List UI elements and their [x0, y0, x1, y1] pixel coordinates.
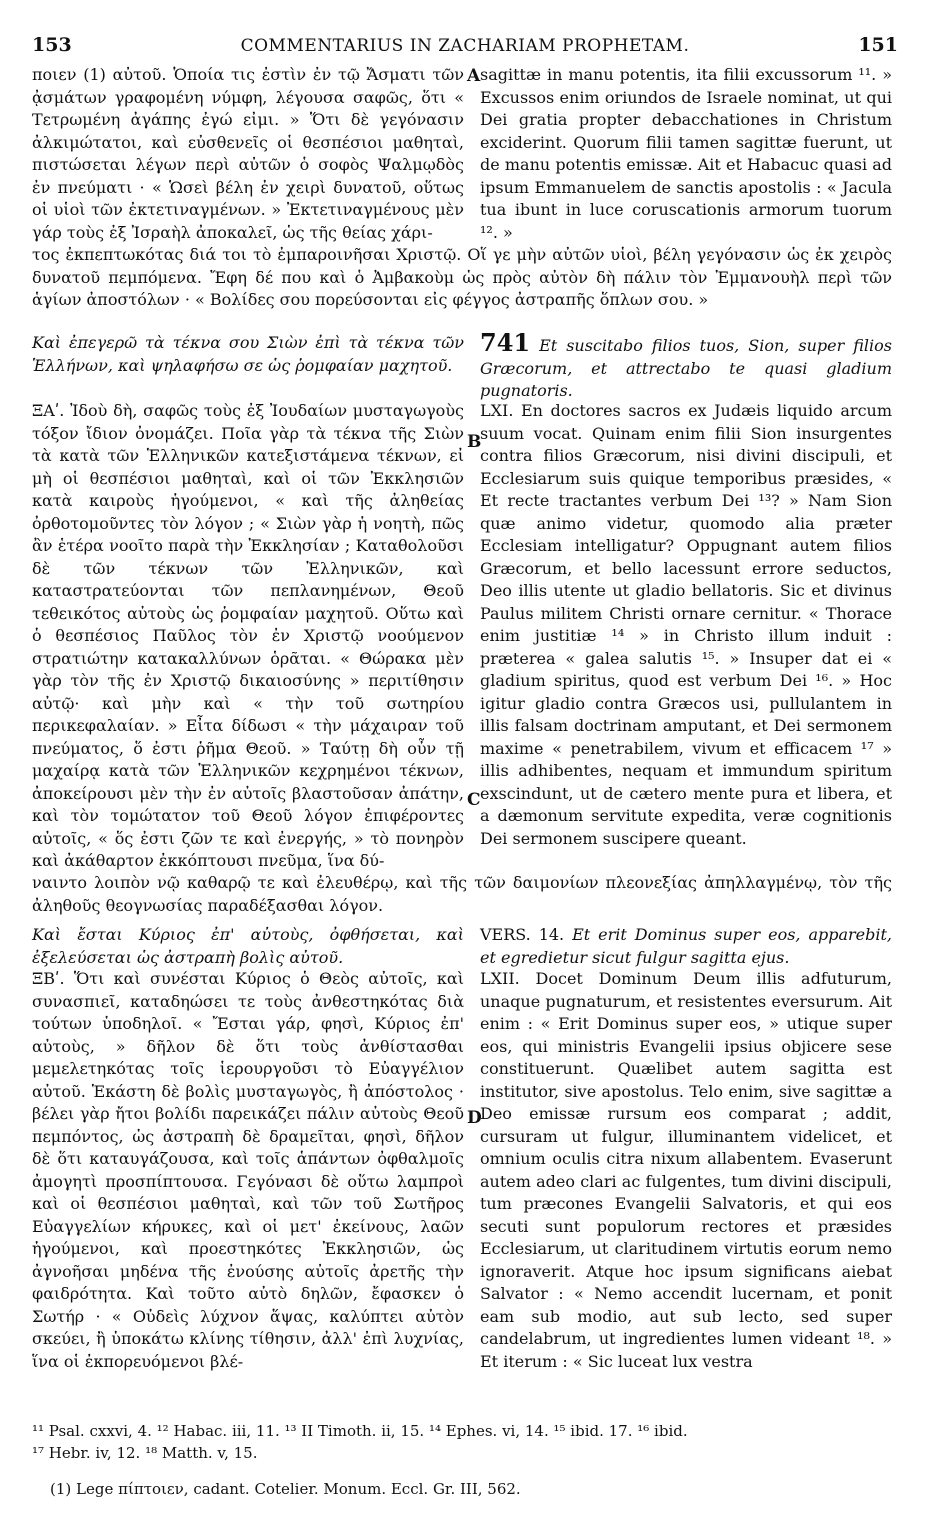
notes-line-1: ¹¹ Psal. cxxvi, 4. ¹² Habac. iii, 11. ¹³ II Timoth. ii, 15. ¹⁴ Ephes. vi, 14. ¹⁵ ibid. 17. ¹⁶ ibid.	[32, 1422, 688, 1440]
page-number-right: 151	[858, 34, 898, 56]
latin-lemma-1-text: Et suscitabo filios tuos, Sion, super filios Græcorum, et attrectabo te quasi gladium pugnatoris.	[480, 336, 892, 400]
full-width-paragraph-1	[32, 244, 892, 312]
margin-letter-b: B	[467, 432, 482, 452]
greek-lemma-1	[32, 332, 464, 377]
column-number-741: 741	[480, 328, 531, 357]
margin-letter-d: D	[467, 1108, 482, 1128]
running-title: COMMENTARIUS IN ZACHARIAM PROPHETAM.	[240, 36, 690, 56]
latin-lemma-1	[480, 328, 892, 403]
full-width-paragraph-2	[32, 872, 892, 917]
greek-body-2: ΞΑʹ. Ἰδοὺ δὴ, σαφῶς τοὺς ἐξ Ἰουδαίων μυσταγωγοὺς τόξον ἴδιον ὀνομάζει. Ποῖα γὰρ τὰ τέκνα τῆς Σιὼν τὰ κατὰ τῶν Ἑλληνικῶν κατεξιστάμενα τέκνων, εἰ μὴ οἱ θεσπέσιοι μαθηταὶ, καὶ οἱ τῶν Ἐκκλησιῶν κατὰ καιροὺς ἡγούμενοι, « καὶ τῆς ἀληθείας ὀρθοτομοῦντες τὸν λόγον ; « Σιὼν γὰρ ἡ νοητὴ, πῶς ἂν ἑτέρα νοοῖτο παρὰ τὴν Ἐκκλησίαν ; Καταθολοῦσι δὲ τῶν τέκνων τῶν Ἑλληνικῶν, καὶ καταστρατεύονται τῶν πεπλανημένων, Θεοῦ τεθεικότος αὐτοὺς ὡς ῥομφαίαν μαχητοῦ. Οὕτω καὶ ὁ θεσπέσιος Παῦλος τὸν ἐν Χριστῷ νοούμενον στρατιώτην κατακαλλύνων ὁρᾶται. « Θώρακα μὲν γὰρ τὸν τῆς ἐν Χριστῷ δικαιοσύνης » περιτίθησιν αὐτῷ· καὶ μὴν καὶ « τὴν τοῦ σωτηρίου περικεφαλαίαν. » Εἶτα δίδωσι « τὴν μάχαιραν τοῦ πνεύματος, ὅ ἐστι ῥῆμα Θεοῦ. » Ταύτῃ δὴ οὖν τῇ μαχαίρᾳ κατὰ τῶν Ἑλληνικῶν κεχρημένοι τέκνων, ἀποκείρουσι μὲν τὴν ἐν αὐτοῖς βλαστοῦσαν ἀπάτην, καὶ τὸν τομώτατον τοῦ Θεοῦ λόγον ἐπιφέροντες αὐτοῖς, « ὅς ἐστι ζῶν τε καὶ ἐνεργής, » τὸ πονηρὸν καὶ ἀκάθαρτον ἐκκόπτουσι πνεῦμα, ἵνα δύ-	[32, 401, 464, 870]
editorial-footnote: (1) Lege πίπτοιεν, cadant. Cotelier. Monum. Eccl. Gr. III, 562.	[50, 1480, 521, 1498]
full-width-text-1: τος ἐκπεπτωκότας διά τοι τὸ ἐμπαροινῆσαι Χριστῷ. Οἵ γε μὴν αὐτῶν υἱοὶ, βέλη γεγόνασιν ὡς ἐκ χειρὸς δυνατοῦ πεμπόμενα. Ἔφη δέ που καὶ ὁ Ἀμβακοὺμ ὡς πρὸς αὐτὸν δὴ πάλιν τὸν Ἐμμανουὴλ περὶ τῶν ἁγίων ἀποστόλων · « Βολίδες σου πορεύσονται εἰς φέγγος ἀστραπῆς ὅπλων σου. »	[32, 245, 892, 309]
greek-lemma-2-text: Καὶ ἔσται Κύριος ἐπ' αὐτοὺς, ὀφθήσεται, καὶ ἐξελεύσεται ὡς ἀστραπὴ βολὶς αὐτοῦ.	[32, 925, 464, 967]
greek-text-top: ποιεν (1) αὐτοῦ. Ὁποία τις ἐστὶν ἐν τῷ Ἄσματι τῶν ᾀσμάτων γραφομένη νύμφη, λέγουσα σαφῶς, ὅτι « Τετρωμένη ἀγάπης ἐγώ εἰμι. » Ὅτι δὲ γεγόνασιν ἀλκιμώτατοι, καὶ εὐσθενεῖς οἱ θεσπέσιοι μαθηταὶ, πιστώσεται λέγων περὶ αὐτῶν ὁ σοφὸς Ψαλμῳδὸς ἐν πνεύματι · « Ὡσεὶ βέλη ἐν χειρὶ δυνατοῦ, οὕτως οἱ υἱοὶ τῶν ἐκτετιναγμένων. » Ἐκτετιναγμένους μὲν γάρ τοὺς ἐξ Ἰσραὴλ ἀποκαλεῖ, ὡς τῆς θείας χάρι-	[32, 65, 464, 242]
greek-column-top	[32, 64, 464, 240]
latin-body-2: LXI. En doctores sacros ex Judæis liquido arcum suum vocat. Quinam enim filii Sion insurgentes contra filios Græcorum, nisi divini discipuli, et Ecclesiarum suis quique temporibus præsides, « Et recte tractantes verbum Dei ¹³? » Nam Sion quæ animo videtur, quomodo alia præter Ecclesiam intelligatur? Oppugnant autem filios Græcorum, et bello lacessunt errore seductos, Deo illis utente ut gladio bellatoris. Sic et divinus Paulus militem Christi ornare cernitur. « Thorace enim justitiæ ¹⁴ » in Christo illum induit : præterea « galea salutis ¹⁵. » Insuper dat ei « gladium spiritus, quod est verbum Dei ¹⁶. » Hoc igitur gladio contra Græcos usi, pullulantem in illis falsam doctrinam amputant, et Dei sermonem maxime « penetrabilem, vivum et efficacem ¹⁷ » illis adhibentes, nequam et immundum spiritum exscindunt, ut de cætero mente pura et libera, et a dæmonum servitute expedita, veræ cognitionis Dei sermonem suscipere queant.	[480, 401, 892, 848]
margin-letter-a: A	[467, 66, 481, 86]
latin-column-2	[480, 400, 892, 850]
scripture-notes	[32, 1420, 892, 1464]
greek-column-2	[32, 400, 464, 873]
full-width-text-2: ναιντο λοιπὸν νῷ καθαρῷ τε καὶ ἐλευθέρῳ, καὶ τῆς τῶν δαιμονίων πλεονεξίας ἀπηλλαγμένῳ, τὸν τῆς ἀληθοῦς θεογνωσίας παραδέξασθαι λόγον.	[32, 873, 892, 915]
page-header	[32, 34, 898, 60]
margin-letter-c: C	[467, 790, 481, 810]
latin-column-3	[480, 968, 892, 1373]
verse-label: VERS. 14.	[480, 925, 565, 944]
latin-lemma-2-text: Et erit Dominus super eos, apparebit, et egredietur sicut fulgur sagitta ejus.	[480, 925, 892, 967]
greek-body-3: ΞΒʹ. Ὅτι καὶ συνέσται Κύριος ὁ Θεὸς αὐτοῖς, καὶ συνασπιεῖ, καταδηώσει τε τοὺς ἀνθεστηκότας διὰ τούτων ὑποδηλοῖ. « Ἔσται γάρ, φησὶ, Κύριος ἐπ' αὐτοὺς, » δῆλον δὲ ὅτι τοὺς ἀνθίστασθαι μεμελετηκότας τοῖς ἱερουργοῦσι τὸ Εὐαγγέλιον αὐτοῦ. Ἑκάστη δὲ βολὶς μυσταγωγὸς, ἢ ἀπόστολος · βέλει γὰρ ἤτοι βολίδι παρεικάζει πάλιν αὐτοὺς Θεοῦ πεμπόντος, ὡς ἀστραπὴ δὲ δραμεῖται, φησὶ, δῆλον δὲ ὅτι καταυγάζουσα, καὶ τοῖς ἁπάντων ὀφθαλμοῖς ἀμογητὶ προσπίπτουσα. Γεγόνασι δὲ οὕτω λαμπροὶ καὶ οἱ θεσπέσιοι μαθηταὶ, καὶ τῶν τοῦ Σωτῆρος Εὐαγγελίων κήρυκες, καὶ οἱ μετ' ἐκείνους, λαῶν ἡγούμενοι, καὶ προεστηκότες Ἐκκλησιῶν, ὡς ἀγνοῆσαι μηδένα τῆς ἐνούσης αὐτοῖς ἀρετῆς τὴν φαιδρότητα. Καὶ τοῦτο αὐτὸ δηλῶν, ἔφασκεν ὁ Σωτήρ · « Οὐδεὶς λύχνον ἅψας, καλύπτει αὐτὸν σκεύει, ἢ ὑποκάτω κλίνης τίθησιν, ἀλλ' ἐπὶ λυχνίας, ἵνα οἱ ἐκπορευόμενοι βλέ-	[32, 969, 464, 1371]
latin-text-top: sagittæ in manu potentis, ita filii excussorum ¹¹. » Excussos enim oriundos de Israele nominat, ut qui Dei gratia propter debacchationes in Christum exciderint. Quorum filii tamen sagittæ fuerunt, ut de manu potentis emissæ. Ait et Habacuc quasi ad ipsum Emmanuelem de sanctis apostolis : « Jacula tua ibunt in luce coruscationis armorum tuorum ¹². »	[480, 65, 892, 242]
latin-body-3: LXII. Docet Dominum Deum illis adfuturum, unaque pugnaturum, et resistentes eversurum. Ait enim : « Erit Dominus super eos, » utique super eos, qui ministris Evangelii ipsius objicere sese constituerunt. Quælibet autem sagitta est institutor, sive apostolus. Telo enim, sive sagittæ a Deo emissæ rursum eos comparat ; addit, cursuram ut fulgur, illuminantem videlicet, et omnium oculis citra nixum allabentem. Evaserunt autem adeo clari ac fulgentes, tum divini discipuli, tum præcones Evangelii Salvatoris, et qui eos secuti sunt populorum rectores et præsides Ecclesiarum, ut claritudinem virtutis eorum nemo ignoraverit. Atque hoc ipsum significans aiebat Salvator : « Nemo accendit lucernam, et ponit eam sub modio, aut sub lecto, sed super candelabrum, ut ingredientes lumen videant ¹⁸. » Et iterum : « Sic luceat lux vestra	[480, 969, 892, 1371]
page-number-left: 153	[32, 34, 72, 56]
greek-lemma-2	[32, 924, 464, 969]
greek-column-3	[32, 968, 464, 1373]
latin-lemma-2	[480, 924, 892, 969]
latin-column-top	[480, 64, 892, 240]
greek-lemma-1-text: Καὶ ἐπεγερῶ τὰ τέκνα σου Σιὼν ἐπὶ τὰ τέκνα τῶν Ἑλλήνων, καὶ ψηλαφήσω σε ὡς ῥομφαίαν μαχητοῦ.	[32, 333, 464, 375]
notes-line-2: ¹⁷ Hebr. iv, 12. ¹⁸ Matth. v, 15.	[32, 1444, 258, 1462]
